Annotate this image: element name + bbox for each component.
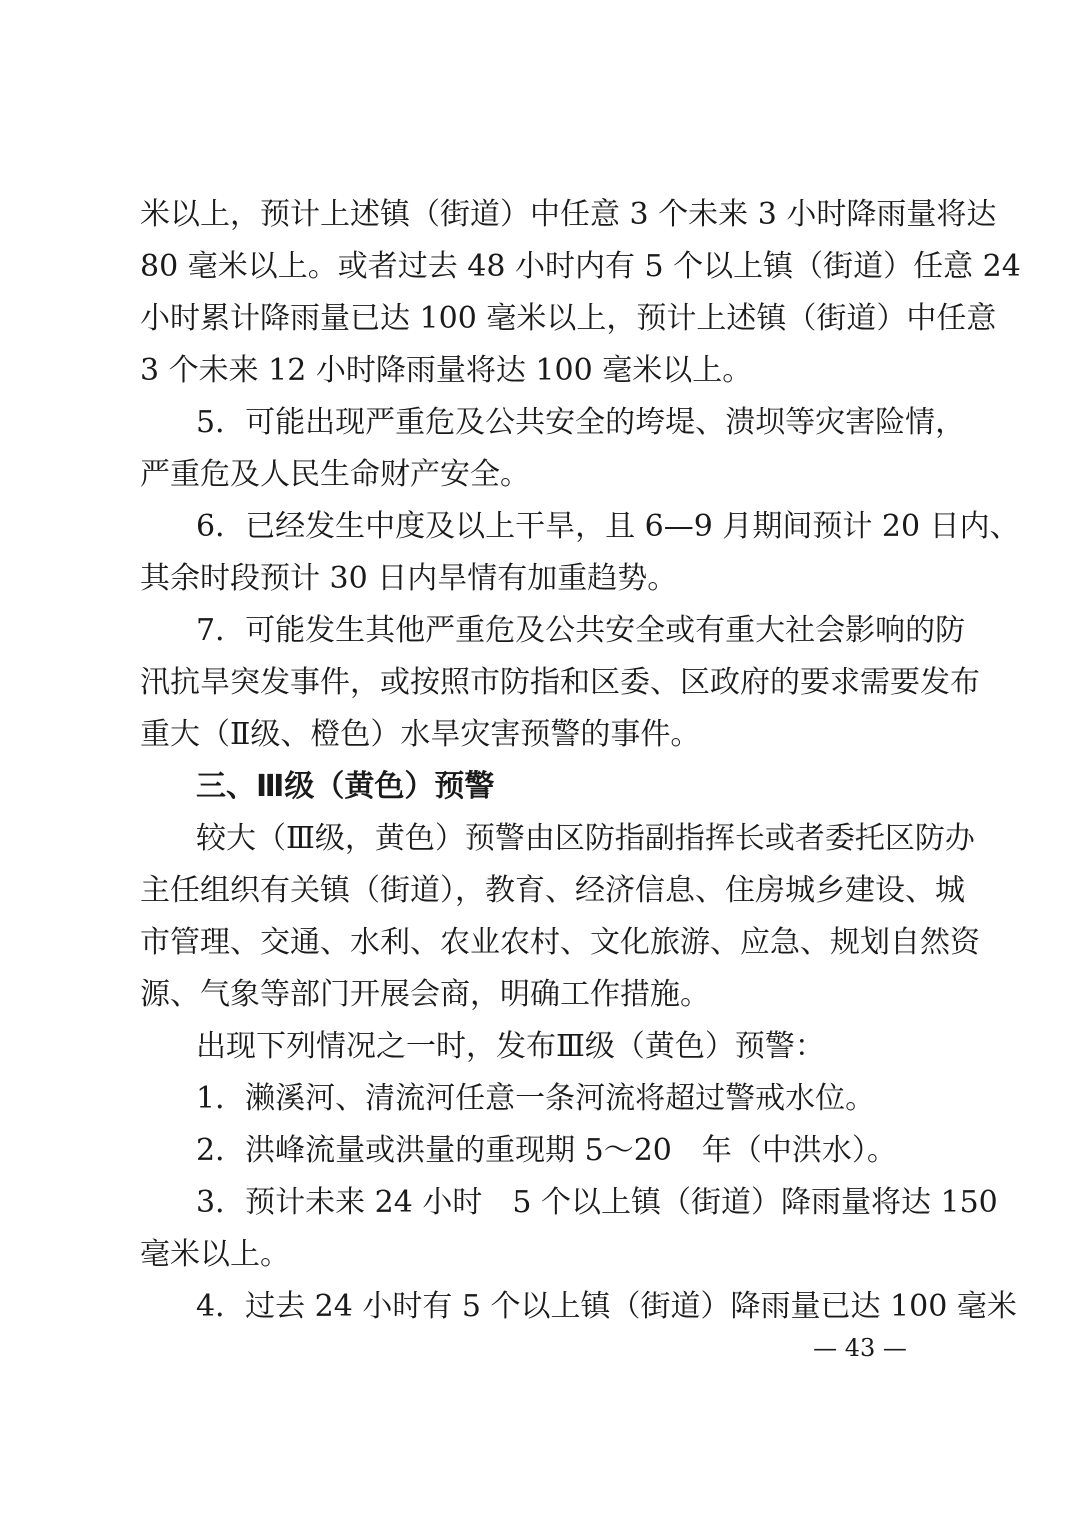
paragraph-line-4: 源、气象等部门开展会商，明确工作措施。: [140, 977, 710, 1012]
list-item-6-line-2: 其余时段预计 30 日内旱情有加重趋势。: [140, 561, 678, 596]
condition-item-2: 2．洪峰流量或洪量的重现期 5～20 年（中洪水）。: [196, 1133, 897, 1168]
body-line-2: 80 毫米以上。或者过去 48 小时内有 5 个以上镇（街道）任意 24: [140, 249, 1021, 284]
list-item-5-line-1: 5．可能出现严重危及公共安全的垮堤、溃坝等灾害险情，: [196, 405, 966, 440]
paragraph-line-2: 主任组织有关镇（街道），教育、经济信息、住房城乡建设、城: [140, 873, 965, 908]
body-line-4: 3 个未来 12 小时降雨量将达 100 毫米以上。: [140, 353, 753, 388]
conditions-intro: 出现下列情况之一时，发布Ⅲ级（黄色）预警：: [196, 1029, 825, 1064]
condition-item-3-line-1: 3．预计未来 24 小时 5 个以上镇（街道）降雨量将达 150: [196, 1185, 998, 1220]
body-line-1: 米以上，预计上述镇（街道）中任意 3 个未来 3 小时降雨量将达: [140, 197, 997, 232]
list-item-6-line-1: 6．已经发生中度及以上干旱，且 6—9 月期间预计 20 日内、: [196, 509, 1020, 544]
body-line-3: 小时累计降雨量已达 100 毫米以上，预计上述镇（街道）中任意: [140, 301, 997, 336]
list-item-5-line-2: 严重危及人民生命财产安全。: [140, 457, 530, 492]
condition-item-4-line-1: 4．过去 24 小时有 5 个以上镇（街道）降雨量已达 100 毫米: [196, 1289, 1017, 1324]
page-number: — 43 —: [813, 1334, 907, 1362]
paragraph-line-3: 市管理、交通、水利、农业农村、文化旅游、应急、规划自然资: [140, 925, 980, 960]
condition-item-1: 1．濑溪河、清流河任意一条河流将超过警戒水位。: [196, 1081, 876, 1116]
list-item-7-line-3: 重大（Ⅱ级、橙色）水旱灾害预警的事件。: [140, 717, 701, 752]
list-item-7-line-1: 7．可能发生其他严重危及公共安全或有重大社会影响的防: [196, 613, 966, 648]
condition-item-3-line-2: 毫米以上。: [140, 1237, 290, 1272]
section-heading: 三、Ⅲ级（黄色）预警: [196, 769, 495, 804]
paragraph-line-1: 较大（Ⅲ级，黄色）预警由区防指副指挥长或者委托区防办: [196, 821, 975, 856]
list-item-7-line-2: 汛抗旱突发事件，或按照市防指和区委、区政府的要求需要发布: [140, 665, 980, 700]
